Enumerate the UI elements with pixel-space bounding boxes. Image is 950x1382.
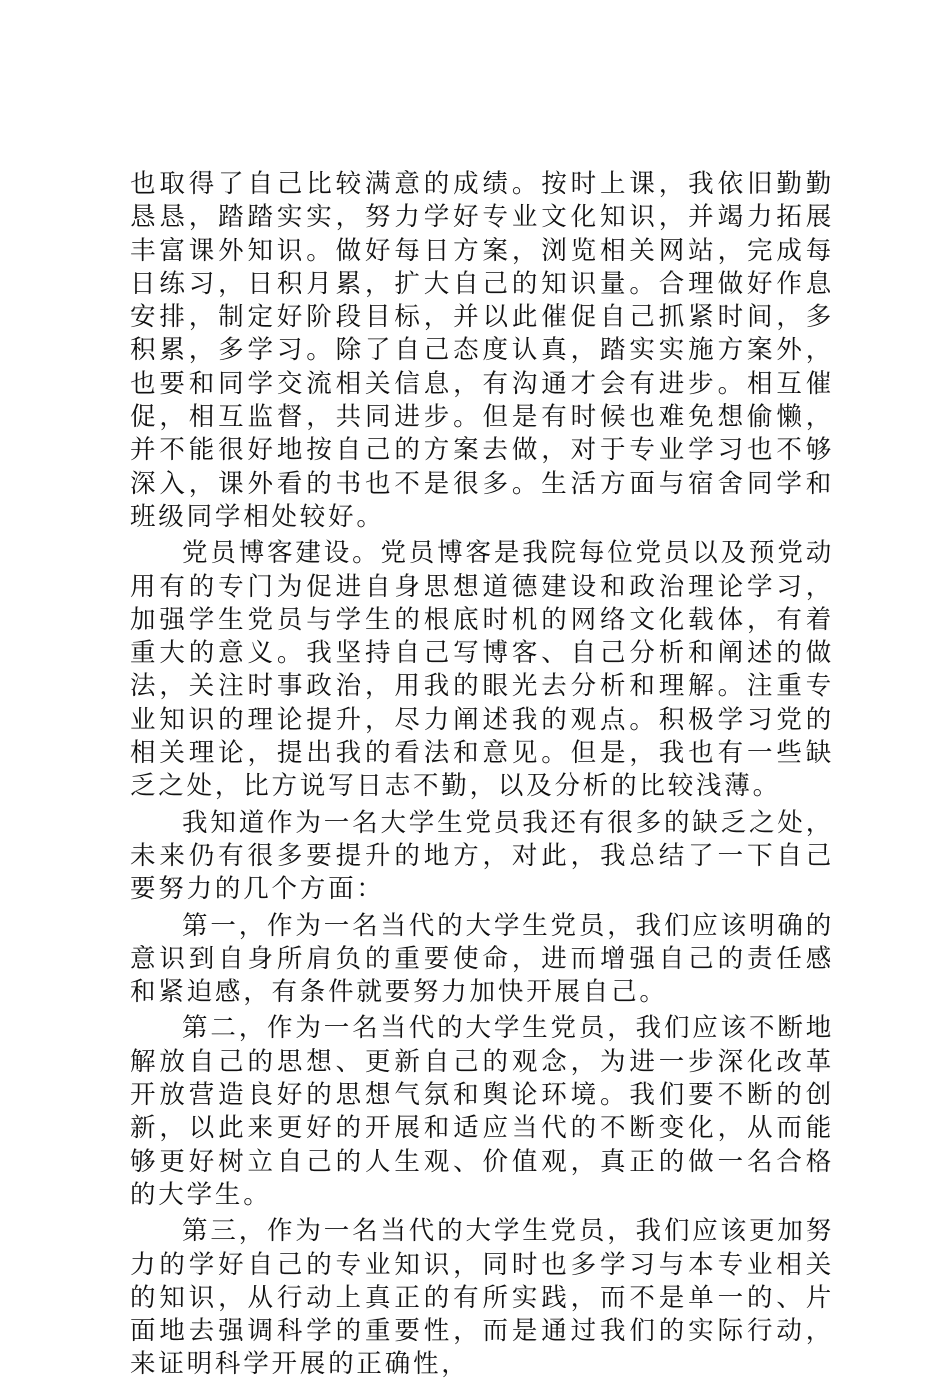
paragraph-point-one: 第一，作为一名当代的大学生党员，我们应该明确的意识到自身所肩负的重要使命，进而增强自己的责任感和紧迫感，有条件就要努力加快开展自己。 (130, 910, 834, 1008)
paragraph-point-two: 第二，作为一名当代的大学生党员，我们应该不断地解放自己的思想、更新自己的观念，为进一步深化改革开放营造良好的思想气氛和舆论环境。我们要不断的创新，以此来更好的开展和适应当代的不断变化，从而能够更好树立自己的人生观、价值观，真正的做一名合格的大学生。 (130, 1013, 834, 1210)
paragraph-shortcomings-intro: 我知道作为一名大学生党员我还有很多的缺乏之处，未来仍有很多要提升的地方，对此，我总结了一下自己要努力的几个方面： (130, 807, 834, 905)
paragraph-study-life: 也取得了自己比较满意的成绩。按时上课，我依旧勤勤恳恳，踏踏实实，努力学好专业文化知识，并竭力拓展丰富课外知识。做好每日方案，浏览相关网站，完成每日练习，日积月累，扩大自己的知识量。合理做好作息安排，制定好阶段目标，并以此催促自己抓紧时间，多积累，多学习。除了自己态度认真，踏实实施方案外，也要和同学交流相关信息，有沟通才会有进步。相互催促，相互监督，共同进步。但是有时候也难免想偷懒，并不能很好地按自己的方案去做，对于专业学习也不够深入，课外看的书也不是很多。生活方面与宿舍同学和班级同学相处较好。 (130, 169, 834, 532)
body-text (130, 168, 834, 1382)
paragraph-party-blog: 党员博客建设。党员博客是我院每位党员以及预党动用有的专门为促进自身思想道德建设和政治理论学习，加强学生党员与学生的根底时机的网络文化载体，有着重大的意义。我坚持自己写博客、自己分析和阐述的做法，关注时事政治，用我的眼光去分析和理解。注重专业知识的理论提升，尽力阐述我的观点。积极学习党的相关理论，提出我的看法和意见。但是，我也有一些缺乏之处，比方说写日志不勤，以及分析的比较浅薄。 (130, 538, 834, 802)
paragraph-point-three: 第三，作为一名当代的大学生党员，我们应该更加努力的学好自己的专业知识，同时也多学习与本专业相关的知识，从行动上真正的有所实践，而不是单一的、片面地去强调科学的重要性，而是通过我们的实际行动，来证明科学开展的正确性， (130, 1216, 834, 1380)
